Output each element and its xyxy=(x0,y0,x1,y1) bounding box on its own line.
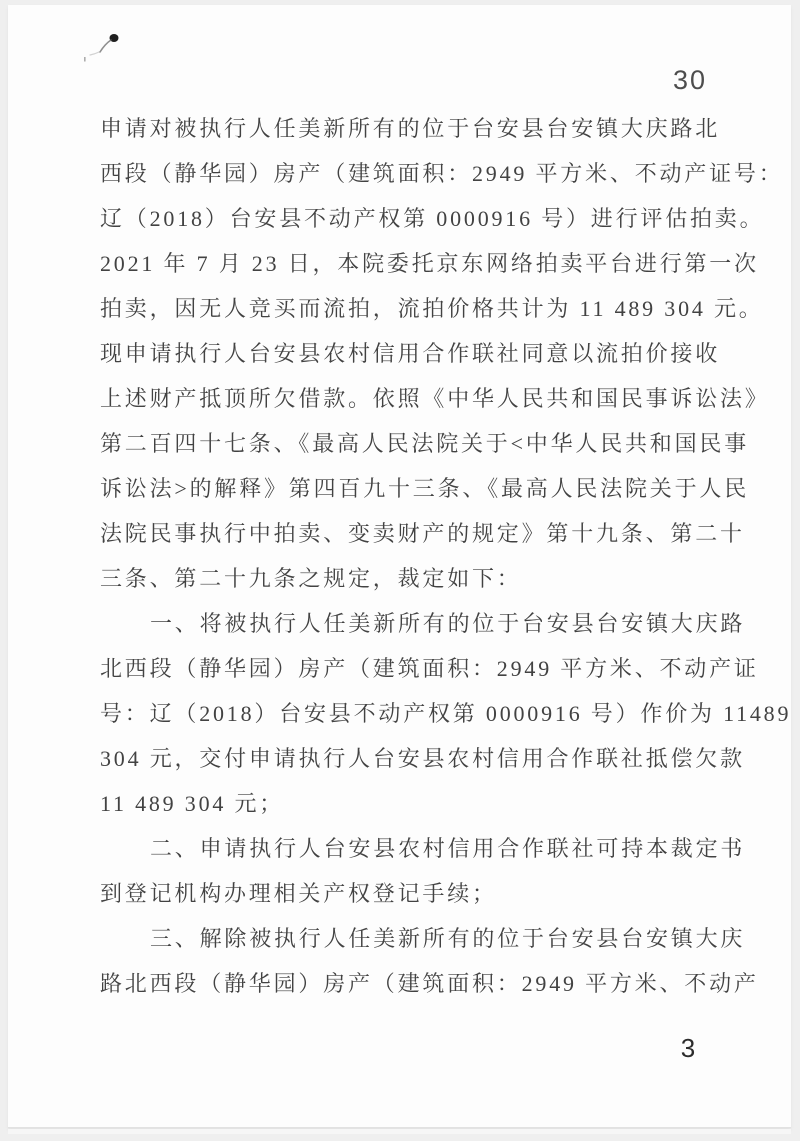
text-line-p2-l3: 号：辽（2018）台安县不动产权第 0000916 号）作价为 11489 xyxy=(100,701,792,726)
text-line-p2-l5: 11 489 304 元； xyxy=(100,791,285,816)
text-line-p1-l2: 西段（静华园）房产（建筑面积：2949 平方米、不动产证号： xyxy=(100,161,784,186)
ink-smudge xyxy=(70,22,130,68)
text-line-p1-l7: 上述财产抵顶所欠借款。依照《中华人民共和国民事诉讼法》 xyxy=(100,386,770,411)
document-page xyxy=(8,5,791,1128)
text-line-p4-l1: 三、解除被执行人任美新所有的位于台安县台安镇大庆 xyxy=(150,926,746,951)
exhibit-number: 30 xyxy=(672,65,708,95)
text-line-p1-l5: 拍卖，因无人竞买而流拍，流拍价格共计为 11 489 304 元。 xyxy=(100,296,764,321)
text-line-p2-l1: 一、将被执行人任美新所有的位于台安县台安镇大庆路 xyxy=(150,611,746,636)
text-line-p1-l10: 法院民事执行中拍卖、变卖财产的规定》第十九条、第二十 xyxy=(100,521,745,546)
text-line-p1-l6: 现申请执行人台安县农村信用合作联社同意以流拍价接收 xyxy=(100,341,721,366)
text-line-p2-l2: 北西段（静华园）房产（建筑面积：2949 平方米、不动产证 xyxy=(100,656,759,681)
ruling-body-text xyxy=(100,106,792,1006)
text-line-p3-l2: 到登记机构办理相关产权登记手续； xyxy=(100,881,497,906)
text-line-p1-l4: 2021 年 7 月 23 日，本院委托京东网络拍卖平台进行第一次 xyxy=(100,251,759,276)
text-line-p4-l2: 路北西段（静华园）房产（建筑面积：2949 平方米、不动产 xyxy=(100,971,759,996)
text-line-p2-l4: 304 元，交付申请执行人台安县农村信用合作联社抵偿欠款 xyxy=(100,746,745,771)
text-line-p1-l1: 申请对被执行人任美新所有的位于台安县台安镇大庆路北 xyxy=(100,116,721,141)
text-line-p1-l9: 诉讼法>的解释》第四百九十三条、《最高人民法院关于人民 xyxy=(100,476,750,501)
text-line-p1-l11: 三条、第二十九条之规定，裁定如下： xyxy=(100,566,522,591)
text-line-p3-l1: 二、申请执行人台安县农村信用合作联社可持本裁定书 xyxy=(150,836,746,861)
text-line-p1-l8: 第二百四十七条、《最高人民法院关于<中华人民共和国民事 xyxy=(100,431,750,456)
text-line-p1-l3: 辽（2018）台安县不动产权第 0000916 号）进行评估拍卖。 xyxy=(100,206,765,231)
footer-page-number: 3 xyxy=(680,1033,696,1063)
